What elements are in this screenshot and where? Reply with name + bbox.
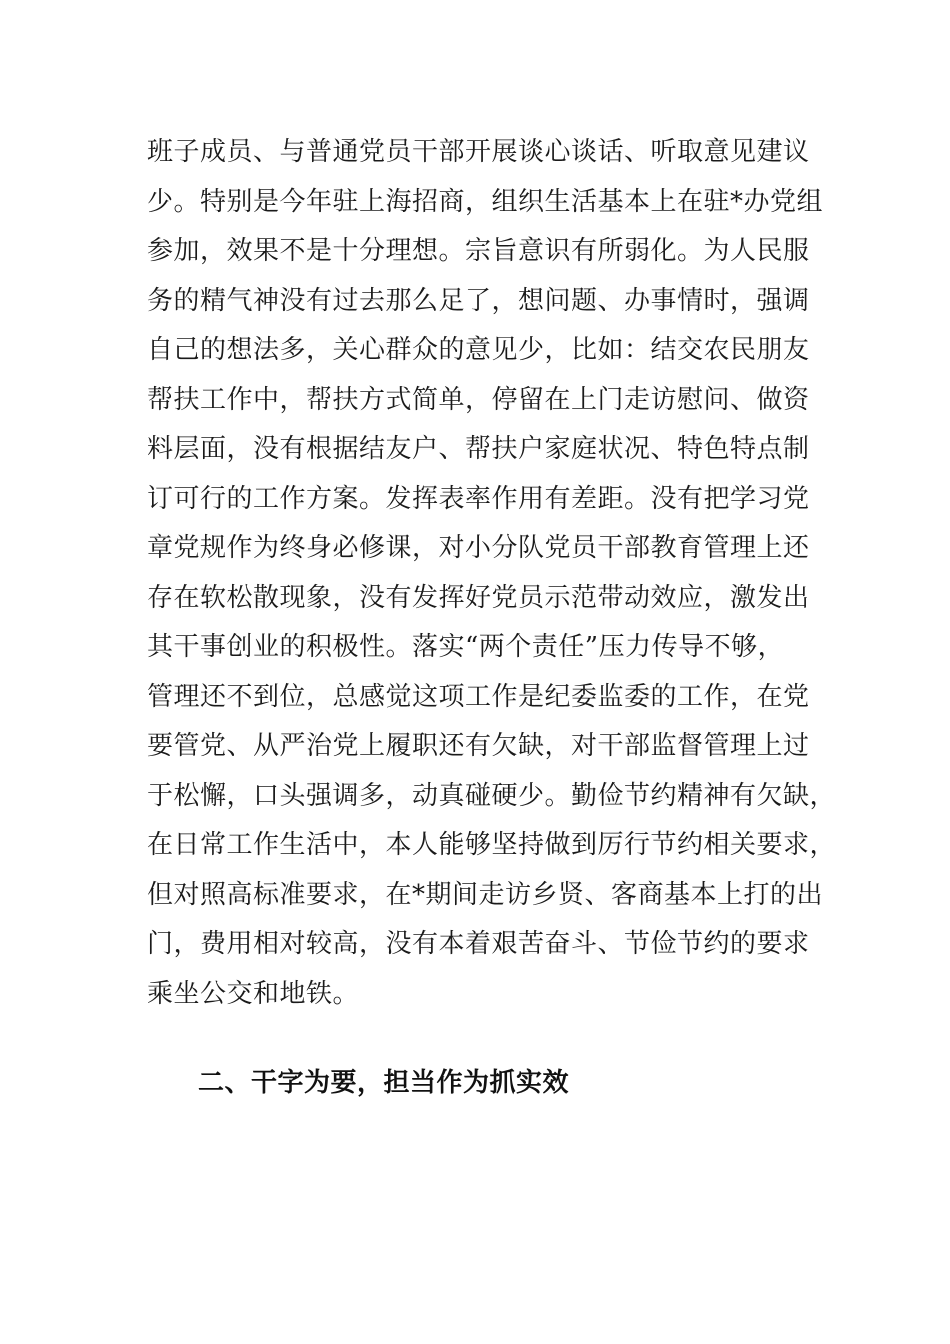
paragraph-line: 章党规作为终身必修课，对小分队党员干部教育管理上还 <box>147 533 810 563</box>
paragraph-line: 自己的想法多，关心群众的意见少，比如：结交农民朋友 <box>147 335 810 365</box>
paragraph-line: 乘坐公交和地铁。 <box>147 978 360 1009</box>
paragraph-line: 要管党、从严治党上履职还有欠缺，对干部监督管理上过 <box>147 731 810 761</box>
paragraph-line: 帮扶工作中，帮扶方式简单，停留在上门走访慰问、做资 <box>147 384 810 415</box>
paragraph-line: 门，费用相对较高，没有本着艰苦奋斗、节俭节约的要求 <box>147 929 810 959</box>
paragraph-line: 订可行的工作方案。发挥表率作用有差距。没有把学习党 <box>147 483 810 514</box>
paragraph-line: 参加，效果不是十分理想。宗旨意识有所弱化。为人民服 <box>147 236 810 266</box>
paragraph-line: 存在软松散现象，没有发挥好党员示范带动效应，激发出 <box>147 582 810 613</box>
paragraph-line: 在日常工作生活中，本人能够坚持做到厉行节约相关要求， <box>147 830 837 860</box>
paragraph-line: 于松懈，口头强调多，动真碰硬少。勤俭节约精神有欠缺， <box>147 780 837 811</box>
paragraph-line: 料层面，没有根据结友户、帮扶户家庭状况、特色特点制 <box>147 434 810 464</box>
paragraph-line: 务的精气神没有过去那么足了，想问题、办事情时，强调 <box>147 285 810 316</box>
paragraph-line: 但对照高标准要求，在*期间走访乡贤、客商基本上打的出 <box>147 879 824 910</box>
paragraph-line: 班子成员、与普通党员干部开展谈心谈话、听取意见建议 <box>147 137 810 167</box>
paragraph-line: 少。特别是今年驻上海招商，组织生活基本上在驻*办党组 <box>147 186 824 217</box>
paragraph-line: 其干事创业的积极性。落实“两个责任”压力传导不够， <box>147 632 785 662</box>
section-heading: 二、干字为要，担当作为抓实效 <box>198 1068 570 1098</box>
paragraph-line: 管理还不到位，总感觉这项工作是纪委监委的工作，在党 <box>147 681 810 712</box>
body-paragraph <box>147 128 837 1019</box>
